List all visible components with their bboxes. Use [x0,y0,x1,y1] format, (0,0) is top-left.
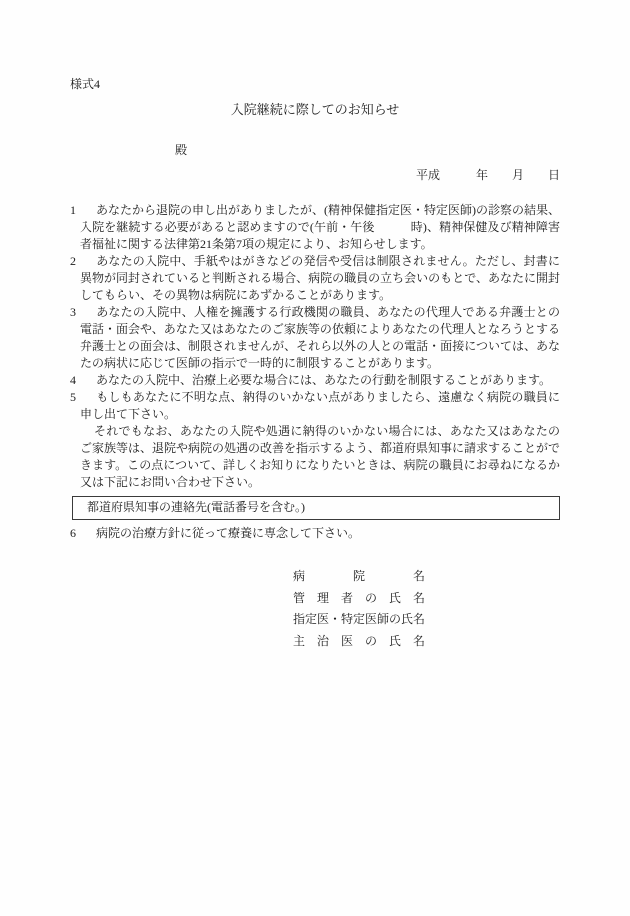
notice-item-5 [70,389,560,491]
item-5-paragraph-2: それでもなお、あなたの入院や処遇に納得のいかない場合には、あなた又はあなたのご家族等は、退院や病院の処遇の改善を指示するよう、都道府県知事に請求することができます。この点について、詳しくお知りになりたいときは、病院の職員にお尋ねになるか又は下記にお問い合わせ下さい。 [80,424,561,489]
item-5-text: もしもあなたに不明な点、納得のいかない点がありましたら、遠慮なく病院の職員に申し出て下さい。 [80,390,560,421]
notice-items [70,202,560,542]
item-6-number: 6 [70,526,76,540]
addressee-line [70,142,560,159]
governor-contact-box-text: 都道府県知事の連絡先(電話番号を含む。) [87,500,305,514]
addressee-suffix: 殿 [175,143,188,157]
notice-item-2 [70,253,560,304]
item-6-text: 病院の治療方針に従って療養に専念して下さい。 [96,526,361,540]
item-2-number: 2 [70,254,76,268]
item-4-number: 4 [70,373,76,387]
item-3-number: 3 [70,305,76,319]
governor-contact-box [72,496,560,520]
designated-physician-name-line: 指定医・特定医師の氏名 [293,612,426,626]
item-2-text: あなたの入院中、手紙やはがきなどの発信や受信は制限されません。ただし、封書に異物が同封されていると判断される場合、病院の職員の立ち会いのもとで、あなたに開封してもらい、その異物は病院にあずかることがあります。 [80,254,560,302]
item-1-number: 1 [70,203,76,217]
document-title: 入院継続に際してのお知らせ [230,102,400,117]
signature-block [293,566,560,652]
item-1-text: あなたから退院の申し出がありましたが、(精神保健指定医・特定医師)の診察の結果、入院を継続する必要があると認めますので(午前・午後 時)、精神保健及び精神障害者福祉に関する法律第21条第7項の規定により、お知らせします。 [80,203,560,251]
attending-physician-name-line: 主 治 医 の 氏 名 [293,633,426,648]
form-number: 様式4 [70,77,101,91]
notice-item-1 [70,202,560,253]
administrator-name-line: 管 理 者 の 氏 名 [293,590,426,605]
item-3-text: あなたの入院中、人権を擁護する行政機関の職員、あなたの代理人である弁護士との電話・面会や、あなた又はあなたのご家族等の依頼によりあなたの代理人となろうとする弁護士との面会は、制限されませんが、それら以外の人との電話・面接については、あなたの病状に応じて医師の指示で一時的に制限することがあります。 [80,305,560,370]
item-4-text: あなたの入院中、治療上必要な場合には、あなたの行動を制限することがあります。 [96,373,552,387]
notice-item-6 [70,525,560,542]
notice-item-3 [70,304,560,372]
hospital-name-line: 病 院 名 [293,569,426,583]
date-line: 平成 年 月 日 [415,168,560,182]
item-5-number: 5 [70,390,76,404]
item-5-paragraph-1 [70,389,560,423]
notice-item-4 [70,372,560,389]
